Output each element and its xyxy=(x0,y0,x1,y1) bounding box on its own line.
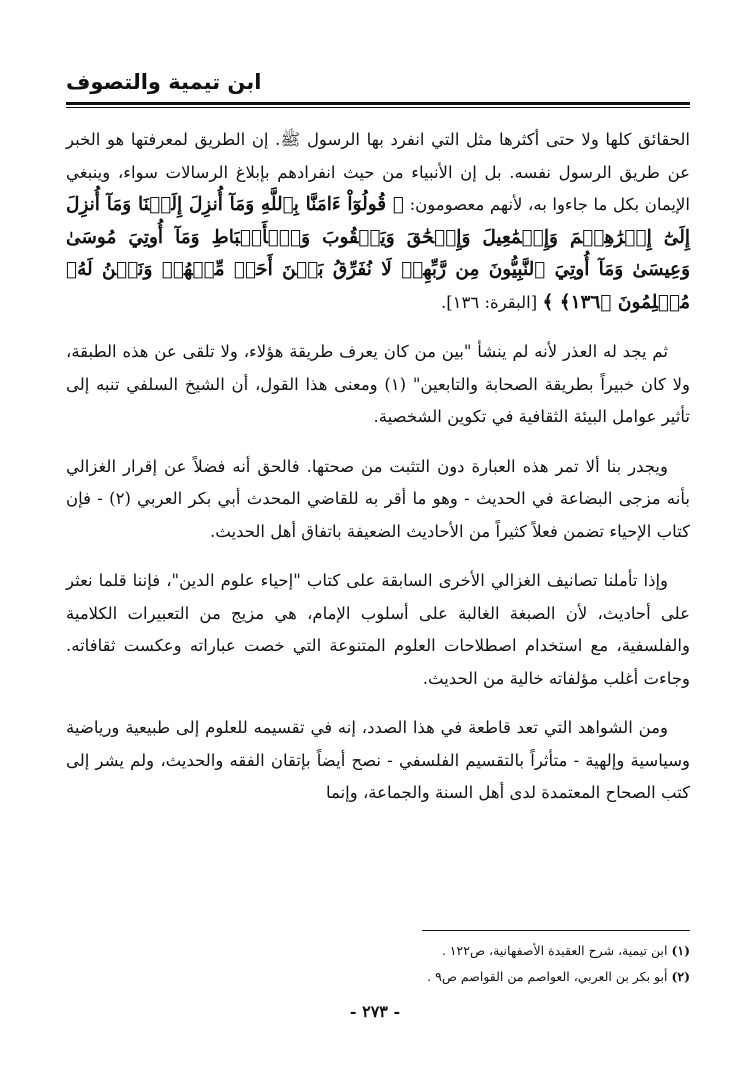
running-header xyxy=(66,64,690,108)
paragraph-1 xyxy=(66,124,690,319)
page-number: - ٢٧٣ - xyxy=(349,1002,401,1021)
running-title: ابن تيمية والتصوف xyxy=(66,70,262,94)
footnote-2 xyxy=(66,964,690,990)
paragraph-3 xyxy=(66,451,690,549)
header-rule-thin xyxy=(66,107,690,108)
footnote-2-text: أبو بكر بن العربي، العواصم من القواصم ص٩ . xyxy=(427,969,668,984)
footnote-1-mark: (١) xyxy=(671,943,690,958)
footnote-1-text: ابن تيمية، شرح العقيدة الأصفهانية، ص١٢٢ . xyxy=(441,943,668,958)
header-rule-thick xyxy=(66,102,690,105)
paragraph-1-text: الحقائق كلها ولا حتى أكثرها مثل التي انفرد بها الرسول ﷺ. إن الطريق لمعرفتها هو الخبر عن طريق الرسول نفسه. بل إن الأنبياء من حيث انفرادهم بإبلاغ الرسالات سواء، وينبغي الإيمان بكل ما جاءوا به، لأنهم معصومون: xyxy=(66,130,691,214)
paragraph-4-text: وإذا تأملنا تصانيف الغزالي الأخرى السابقة على كتاب "إحياء علوم الدين"، فإننا قلما نعثر على أحاديث، لأن الصبغة الغالبة على أسلوب الإمام، هي مزيج من التعبيرات الكلامية والفلسفية، مع استخدام اصطلاحات العلوم المتنوعة التي خصت عباراته وعكست ثقافاته. وجاءت أغلب مؤلفاته خالية من الحديث. xyxy=(66,571,690,688)
footnotes xyxy=(66,938,690,990)
paragraph-2 xyxy=(66,336,690,434)
footnote-2-mark: (٢) xyxy=(671,969,690,984)
paragraph-5 xyxy=(66,712,690,810)
paragraph-3-text: ويجدر بنا ألا تمر هذه العبارة دون التثبت من صحتها. فالحق أنه فضلاً عن إقرار الغزالي بأنه مزجى البضاعة في الحديث - وهو ما أقر به للقاضي المحدث أبي بكر العربي (٢) - فإن كتاب الإحياء تضمن فعلاً كثيراً من الأحاديث الضعيفة باتفاق أهل الحديث. xyxy=(66,456,690,541)
quran-verse: ﴿ قُولُوٓاْ ءَامَنَّا بِٱللَّهِ وَمَآ أُنزِلَ إِلَيۡنَا وَمَآ أُنزِلَ إِلَىٰٓ إِبۡرَٰهِـۧمَ وَإِسۡمَٰعِيلَ وَإِسۡحَٰقَ وَيَعۡقُوبَ وَٱلۡأَسۡبَاطِ وَمَآ أُوتِيَ مُوسَىٰ وَعِيسَىٰ وَمَآ أُوتِيَ ٱلنَّبِيُّونَ مِن رَّبِّهِمۡ لَا نُفَرِّقُ بَيۡنَ أَحَدٖ مِّنۡهُمۡ وَنَحۡنُ لَهُۥ مُسۡلِمُونَ ﴿١٣٦﴾ ﴾ xyxy=(66,194,690,313)
body-text xyxy=(66,124,690,810)
paragraph-4 xyxy=(66,565,690,695)
paragraph-5-text: ومن الشواهد التي تعد قاطعة في هذا الصدد، إنه في تقسيمه للعلوم إلى طبيعية ورياضية وسياسية وإلهية - متأثراً بالتقسيم الفلسفي - نصح أيضاً بإتقان الفقه والحديث، ولم يشر إلى كتب الصحاح المعتمدة لدى أهل السنة والجماعة، وإنما xyxy=(66,718,690,802)
paragraph-2-text: ثم يجد له العذر لأنه لم ينشأ "بين من كان يعرف طريقة هؤلاء، ولا تلقى عن هذه الطبقة، ولا كان خبيراً بطريقة الصحابة والتابعين" (١) ومعنى هذا القول، أن الشيخ السلفي تنبه إلى تأثير عوامل البيئة الثقافية في تكوين الشخصية. xyxy=(66,342,691,426)
footnote-1 xyxy=(66,938,690,964)
footnote-separator xyxy=(422,930,690,931)
verse-citation: [البقرة: ١٣٦]. xyxy=(440,292,538,312)
